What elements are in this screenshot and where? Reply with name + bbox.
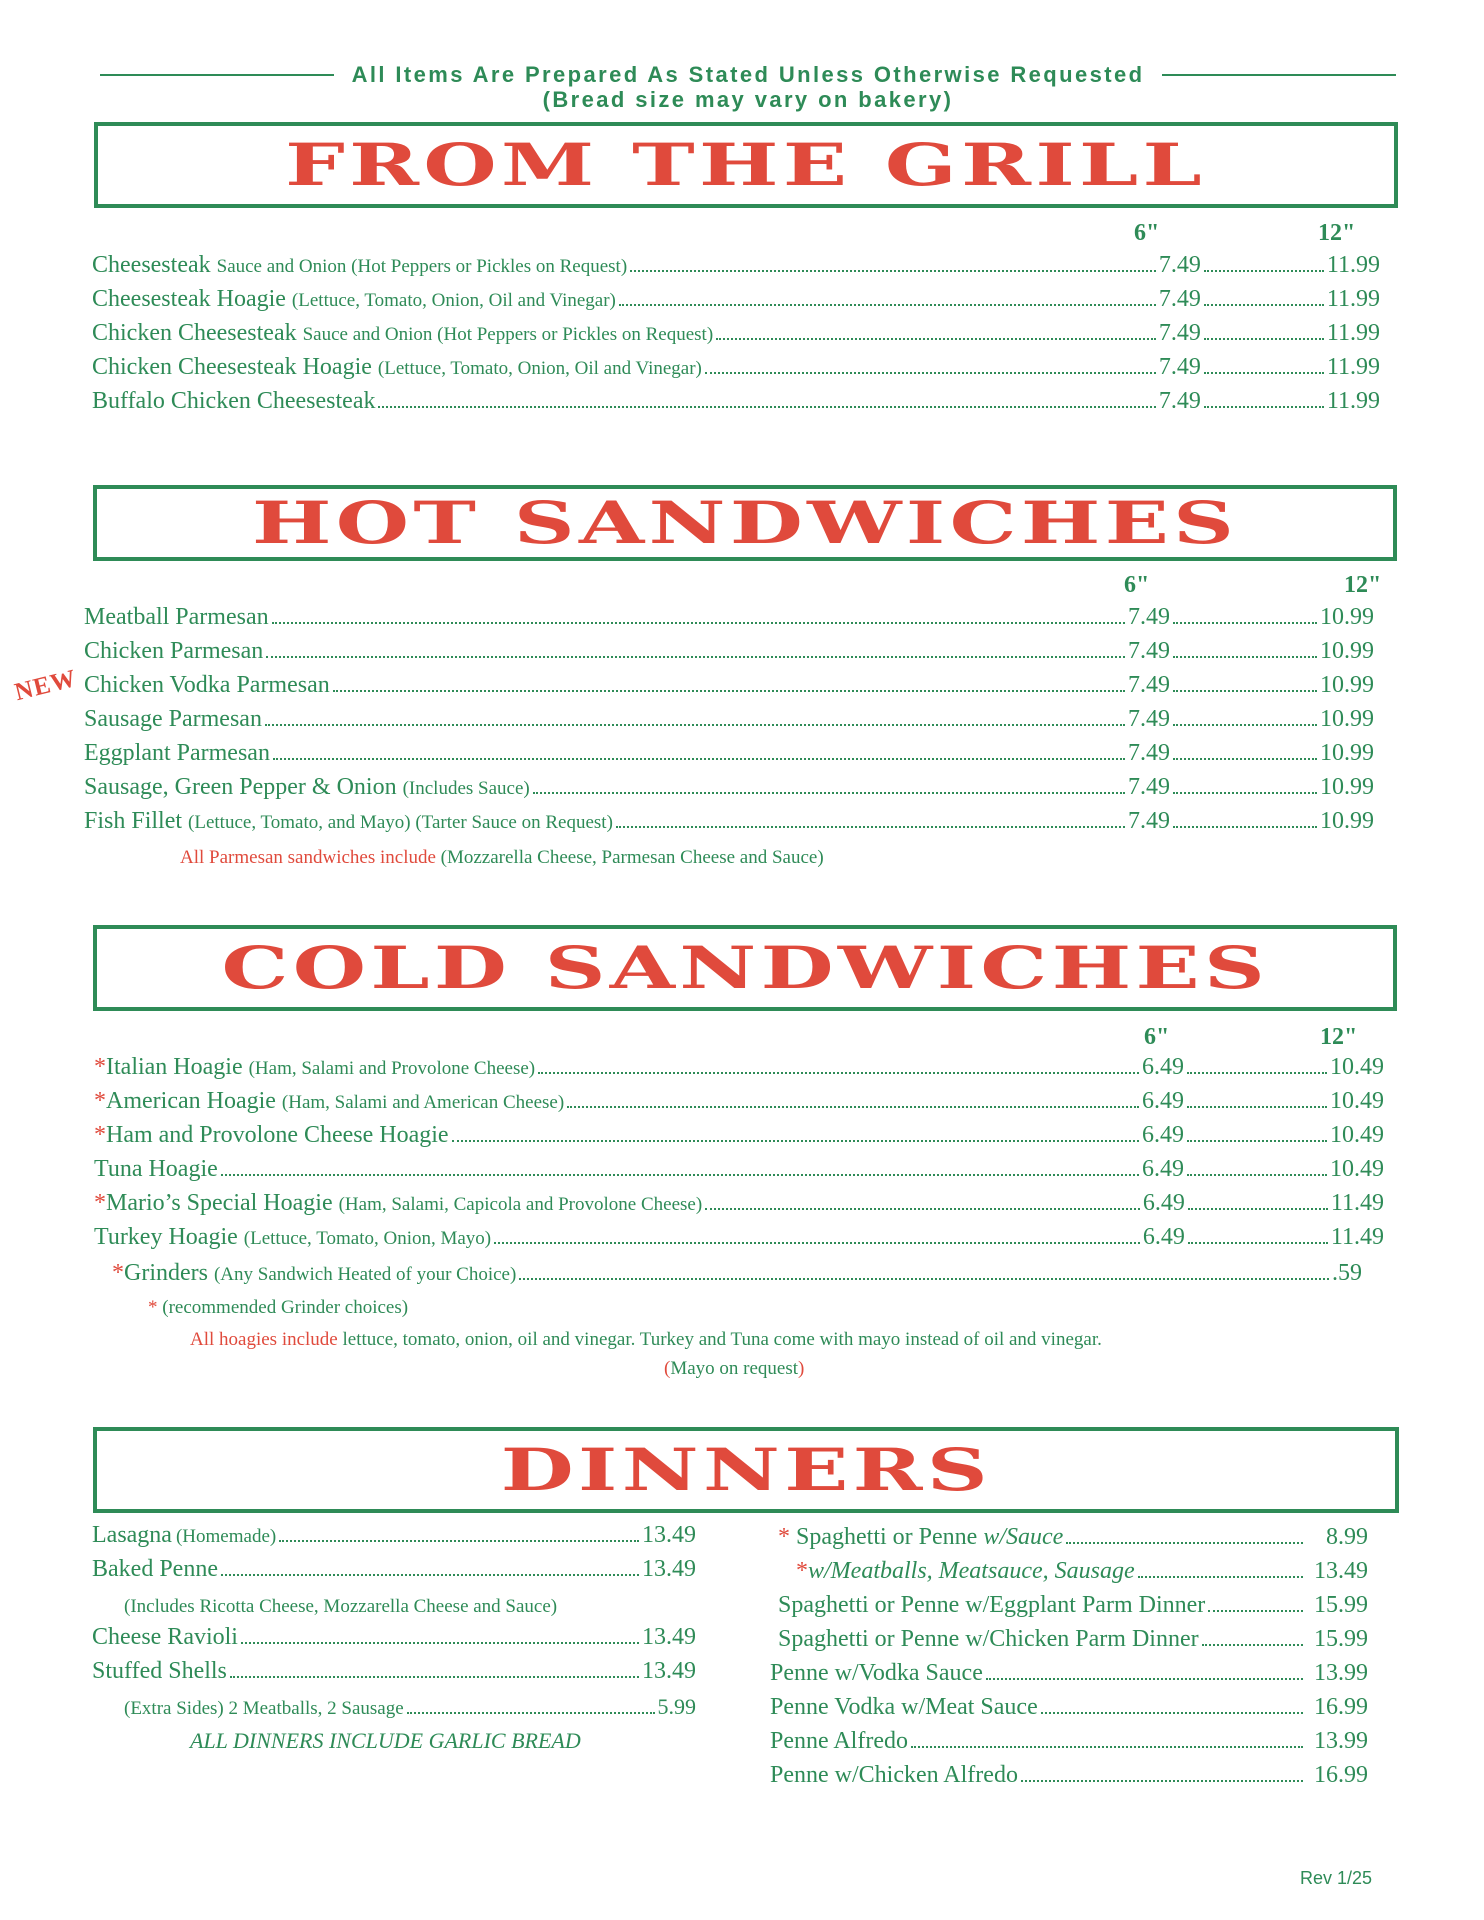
price-small: 7.49: [1128, 808, 1170, 834]
dinner-name: Stuffed Shells: [92, 1658, 227, 1684]
price-large: 10.49: [1330, 1122, 1384, 1148]
dinner-row-baked-penne: [92, 1556, 696, 1590]
menu-row: [84, 808, 1374, 842]
price-large: 11.49: [1330, 1224, 1384, 1250]
price-small: 7.49: [1158, 388, 1201, 414]
star-mark: *: [778, 1524, 796, 1550]
dot-leader: [533, 792, 1125, 794]
dinner-name: Cheese Ravioli: [92, 1624, 238, 1650]
menu-row: [94, 1088, 1384, 1122]
cold-size-12: 12": [1320, 1024, 1358, 1050]
dot-leader: [1021, 1780, 1303, 1782]
menu-row: [84, 706, 1374, 740]
dot-leader: [619, 304, 1156, 306]
dinner-price: 13.49: [642, 1624, 696, 1650]
price-large: 10.49: [1330, 1088, 1384, 1114]
dot-leader: [538, 1072, 1139, 1074]
price-small: 7.49: [1128, 706, 1170, 732]
dinner-price: 8.99: [1326, 1524, 1368, 1550]
price-small: 6.49: [1142, 1054, 1184, 1080]
dot-leader: [567, 1106, 1139, 1108]
price-large: 11.99: [1326, 286, 1380, 312]
menu-row: [92, 388, 1380, 422]
dot-leader: [630, 270, 1156, 272]
price-large: 10.99: [1320, 672, 1374, 698]
item-desc: (Lettuce, Tomato, Onion, Oil and Vinegar): [291, 290, 616, 311]
grinder-note-star: *: [148, 1297, 158, 1318]
star-mark: *: [796, 1558, 808, 1584]
item-desc: (Ham, Salami, Capicola and Provolone Cheese): [338, 1194, 703, 1215]
grinders-price: .59: [1332, 1260, 1362, 1286]
dinner-name: [796, 1558, 1135, 1585]
dot-leader: [1173, 826, 1317, 828]
header-notice: [100, 62, 1396, 112]
dinner-row: [770, 1694, 1368, 1728]
dot-leader: [407, 1712, 655, 1714]
dinner-row: [796, 1558, 1368, 1592]
dinner-price: 13.99: [1314, 1728, 1368, 1754]
item-name: Chicken Cheesesteak: [92, 320, 297, 346]
item-desc: (Ham, Salami and American Cheese): [281, 1092, 565, 1113]
item-desc: (Lettuce, Tomato, and Mayo) (Tarter Sauce on Request): [188, 812, 613, 833]
dinner-row: [770, 1762, 1368, 1796]
item-name: Chicken Parmesan: [84, 638, 264, 664]
dinner-row: [778, 1524, 1368, 1558]
item-name: Tuna Hoagie: [94, 1156, 218, 1182]
price-small: 7.49: [1128, 774, 1170, 800]
dot-leader: [1173, 690, 1317, 692]
price-small: 7.49: [1128, 604, 1170, 630]
star-mark: *: [94, 1054, 106, 1080]
dot-leader: [452, 1140, 1139, 1142]
dot-leader: [1204, 338, 1324, 340]
hot-banner: [93, 485, 1397, 561]
dinner-name: * Spaghetti or Penne w/Sauce: [778, 1524, 1064, 1550]
menu-row: [84, 740, 1374, 774]
menu-row: [84, 604, 1374, 638]
item-name: *Italian Hoagie: [94, 1054, 243, 1080]
grill-title: FROM THE GRILL: [285, 131, 1207, 199]
item-desc: (Includes Sauce): [402, 778, 530, 799]
dinner-price: 13.99: [1314, 1660, 1368, 1686]
grinders-name: *Grinders: [112, 1260, 208, 1286]
dot-leader: [221, 1574, 639, 1576]
dot-leader: [266, 656, 1125, 658]
dot-leader: [1187, 1072, 1327, 1074]
price-large: 11.99: [1326, 320, 1380, 346]
dinner-row: [770, 1728, 1368, 1762]
dinner-name: Penne w/Vodka Sauce: [770, 1660, 983, 1686]
price-large: 10.49: [1330, 1156, 1384, 1182]
dinner-price: 13.49: [1314, 1558, 1368, 1584]
menu-row-grinders: [112, 1260, 1362, 1294]
dot-leader: [1066, 1542, 1303, 1544]
notice-line2: (Bread size may vary on bakery): [542, 87, 954, 112]
price-small: 6.49: [1142, 1088, 1184, 1114]
item-name: *American Hoagie: [94, 1088, 276, 1114]
mayo-text: Mayo on request: [670, 1358, 799, 1379]
item-name: Fish Fillet: [84, 808, 183, 834]
menu-row: [94, 1156, 1384, 1190]
dinner-name: Penne w/Chicken Alfredo: [770, 1762, 1018, 1788]
menu-row: [94, 1054, 1384, 1088]
price-large: 10.99: [1320, 740, 1374, 766]
menu-row: [94, 1122, 1384, 1156]
star-mark: *: [94, 1122, 106, 1148]
price-large: 11.49: [1330, 1190, 1384, 1216]
dot-leader: [1173, 724, 1317, 726]
item-desc: (Lettuce, Tomato, Onion, Oil and Vinegar): [377, 358, 702, 379]
price-large: 10.99: [1320, 774, 1374, 800]
hot-size-6: 6": [1124, 572, 1150, 598]
hot-size-12: 12": [1344, 572, 1382, 598]
dinners-banner: [93, 1427, 1399, 1513]
price-small: 7.49: [1158, 252, 1201, 278]
item-name: Sausage Parmesan: [84, 706, 262, 732]
dot-leader: [1173, 656, 1317, 658]
dot-leader: [1041, 1712, 1303, 1714]
item-name: Cheesesteak: [92, 252, 211, 278]
price-large: 11.99: [1326, 354, 1380, 380]
baked-penne-note: (Includes Ricotta Cheese, Mozzarella Cheese and Sauce): [124, 1596, 558, 1617]
dot-leader: [333, 690, 1125, 692]
dot-leader: [272, 622, 1125, 624]
cold-title: COLD SANDWICHES: [221, 934, 1269, 1002]
dot-leader: [911, 1746, 1303, 1748]
menu-row: [94, 1190, 1384, 1224]
price-large: 10.49: [1330, 1054, 1384, 1080]
price-large: 10.99: [1320, 808, 1374, 834]
dot-leader: [705, 372, 1156, 374]
price-small: 6.49: [1142, 1122, 1184, 1148]
dot-leader: [519, 1278, 1329, 1280]
dinner-italic: w/Sauce: [983, 1524, 1064, 1550]
hoagie-note: [190, 1329, 1102, 1351]
revision-label: Rev 1/25: [1300, 1868, 1373, 1888]
dot-leader: [616, 826, 1125, 828]
menu-row: [84, 672, 1374, 706]
dot-leader: [1173, 622, 1317, 624]
menu-row: [92, 286, 1380, 320]
grinder-note: [148, 1297, 408, 1319]
dot-leader: [1208, 1610, 1303, 1612]
extra-sides-price: 5.99: [657, 1694, 696, 1719]
dot-leader: [1204, 406, 1324, 408]
dinner-price: 13.49: [642, 1658, 696, 1684]
dot-leader: [230, 1676, 639, 1678]
dot-leader: [1187, 1106, 1327, 1108]
dot-leader: [265, 724, 1125, 726]
price-large: 11.99: [1326, 388, 1380, 414]
dot-leader: [1173, 758, 1317, 760]
item-desc: (Ham, Salami and Provolone Cheese): [248, 1058, 536, 1079]
dinner-row-lasagna: [92, 1522, 696, 1556]
dinner-row-stuffed-shells: [92, 1658, 696, 1692]
menu-row: [92, 252, 1380, 286]
item-name: Sausage, Green Pepper & Onion: [84, 774, 397, 800]
dot-leader: [279, 1540, 639, 1542]
price-small: 7.49: [1128, 740, 1170, 766]
mayo-note: [664, 1358, 804, 1380]
dot-leader: [1202, 1644, 1303, 1646]
menu-row: [84, 774, 1374, 808]
notice-rule-left: [100, 74, 334, 76]
cold-banner: [93, 925, 1397, 1011]
dinner-price: 16.99: [1314, 1762, 1368, 1788]
dot-leader: [1188, 1208, 1328, 1210]
dot-leader: [273, 758, 1125, 760]
dinner-name: Spaghetti or Penne w/Chicken Parm Dinner: [778, 1626, 1199, 1652]
dinner-row-extra-sides: [124, 1694, 696, 1728]
dot-leader: [378, 406, 1155, 408]
dot-leader: [1204, 270, 1324, 272]
dinner-row-cheese-ravioli: [92, 1624, 696, 1658]
dot-leader: [1173, 792, 1317, 794]
dinners-title: DINNERS: [500, 1436, 992, 1504]
price-small: 6.49: [1142, 1224, 1185, 1250]
parmesan-note-green: (Mozzarella Cheese, Parmesan Cheese and Sauce): [440, 847, 824, 868]
price-small: 7.49: [1158, 354, 1201, 380]
item-name: *Mario’s Special Hoagie: [94, 1190, 333, 1216]
price-large: 11.99: [1326, 252, 1380, 278]
dot-leader: [1204, 372, 1324, 374]
dinner-price: 15.99: [1314, 1592, 1368, 1618]
dinner-name: Baked Penne: [92, 1556, 218, 1582]
dot-leader: [986, 1678, 1303, 1680]
item-name: *Ham and Provolone Cheese Hoagie: [94, 1122, 449, 1148]
grill-banner: [94, 122, 1398, 208]
price-small: 7.49: [1128, 638, 1170, 664]
price-small: 7.49: [1128, 672, 1170, 698]
cold-size-6: 6": [1144, 1024, 1170, 1050]
price-small: 6.49: [1142, 1190, 1185, 1216]
dinner-name: Penne Vodka w/Meat Sauce: [770, 1694, 1038, 1720]
menu-row: [94, 1224, 1384, 1258]
dot-leader: [241, 1642, 639, 1644]
extra-sides-name: (Extra Sides) 2 Meatballs, 2 Sausage: [124, 1698, 404, 1719]
dot-leader: [1187, 1140, 1327, 1142]
star-mark: *: [94, 1088, 106, 1114]
price-small: 7.49: [1158, 286, 1201, 312]
notice-rule-right: [1162, 74, 1396, 76]
grinders-desc: (Any Sandwich Heated of your Choice): [213, 1264, 517, 1285]
item-desc: Sauce and Onion (Hot Peppers or Pickles on Request): [216, 256, 628, 277]
item-desc: (Lettuce, Tomato, Onion, Mayo): [243, 1228, 492, 1249]
mayo-close: ): [798, 1358, 805, 1379]
price-large: 10.99: [1320, 638, 1374, 664]
dot-leader: [705, 1208, 1140, 1210]
dinner-name: Lasagna: [92, 1522, 172, 1548]
dot-leader: [1188, 1242, 1328, 1244]
dinner-italic: w/Meatballs, Meatsauce, Sausage: [808, 1558, 1135, 1584]
star-mark: *: [94, 1190, 106, 1216]
dinner-price: 13.49: [642, 1556, 696, 1582]
dot-leader: [1138, 1576, 1303, 1578]
item-name: Turkey Hoagie: [94, 1224, 238, 1250]
item-name: Chicken Vodka Parmesan: [84, 672, 330, 698]
dinner-name: Penne Alfredo: [770, 1728, 908, 1754]
dinner-desc: (Homemade): [175, 1526, 277, 1547]
mayo-open: (: [664, 1358, 671, 1379]
grill-size-6: 6": [1134, 220, 1160, 246]
new-badge: NEW: [12, 664, 80, 707]
dinner-price: 15.99: [1314, 1626, 1368, 1652]
dot-leader: [1187, 1174, 1327, 1176]
price-large: 10.99: [1320, 604, 1374, 630]
item-name: Eggplant Parmesan: [84, 740, 270, 766]
item-name: Cheesesteak Hoagie: [92, 286, 286, 312]
dinner-row: [778, 1592, 1368, 1626]
garlic-bread-note: ALL DINNERS INCLUDE GARLIC BREAD: [190, 1728, 581, 1753]
item-desc: Sauce and Onion (Hot Peppers or Pickles on Request): [302, 324, 714, 345]
dinner-row: [778, 1626, 1368, 1660]
price-small: 7.49: [1158, 320, 1201, 346]
notice-line1: All Items Are Prepared As Stated Unless Otherwise Requested: [351, 62, 1145, 87]
dinner-row: [770, 1660, 1368, 1694]
hoagie-note-green: lettuce, tomato, onion, oil and vinegar. Turkey and Tuna come with mayo instead of oil and vinegar.: [342, 1329, 1102, 1350]
dot-leader: [494, 1242, 1140, 1244]
item-name: Chicken Cheesesteak Hoagie: [92, 354, 372, 380]
dinner-price: 16.99: [1314, 1694, 1368, 1720]
dinner-price: 13.49: [642, 1522, 696, 1548]
grill-size-12: 12": [1318, 220, 1356, 246]
dot-leader: [716, 338, 1156, 340]
dot-leader: [221, 1174, 1139, 1176]
menu-row: [84, 638, 1374, 672]
menu-row: [92, 354, 1380, 388]
hot-title: HOT SANDWICHES: [251, 489, 1239, 557]
price-large: 10.99: [1320, 706, 1374, 732]
parmesan-note: [180, 847, 824, 869]
price-small: 6.49: [1142, 1156, 1184, 1182]
parmesan-note-red: All Parmesan sandwiches include: [180, 847, 436, 868]
item-name: Meatball Parmesan: [84, 604, 269, 630]
grinder-note-text: (recommended Grinder choices): [162, 1297, 409, 1318]
hoagie-note-red: All hoagies include: [190, 1329, 338, 1350]
menu-row: [92, 320, 1380, 354]
dot-leader: [1204, 304, 1324, 306]
dinner-name: Spaghetti or Penne w/Eggplant Parm Dinner: [778, 1592, 1206, 1618]
item-name: Buffalo Chicken Cheesesteak: [92, 388, 376, 414]
